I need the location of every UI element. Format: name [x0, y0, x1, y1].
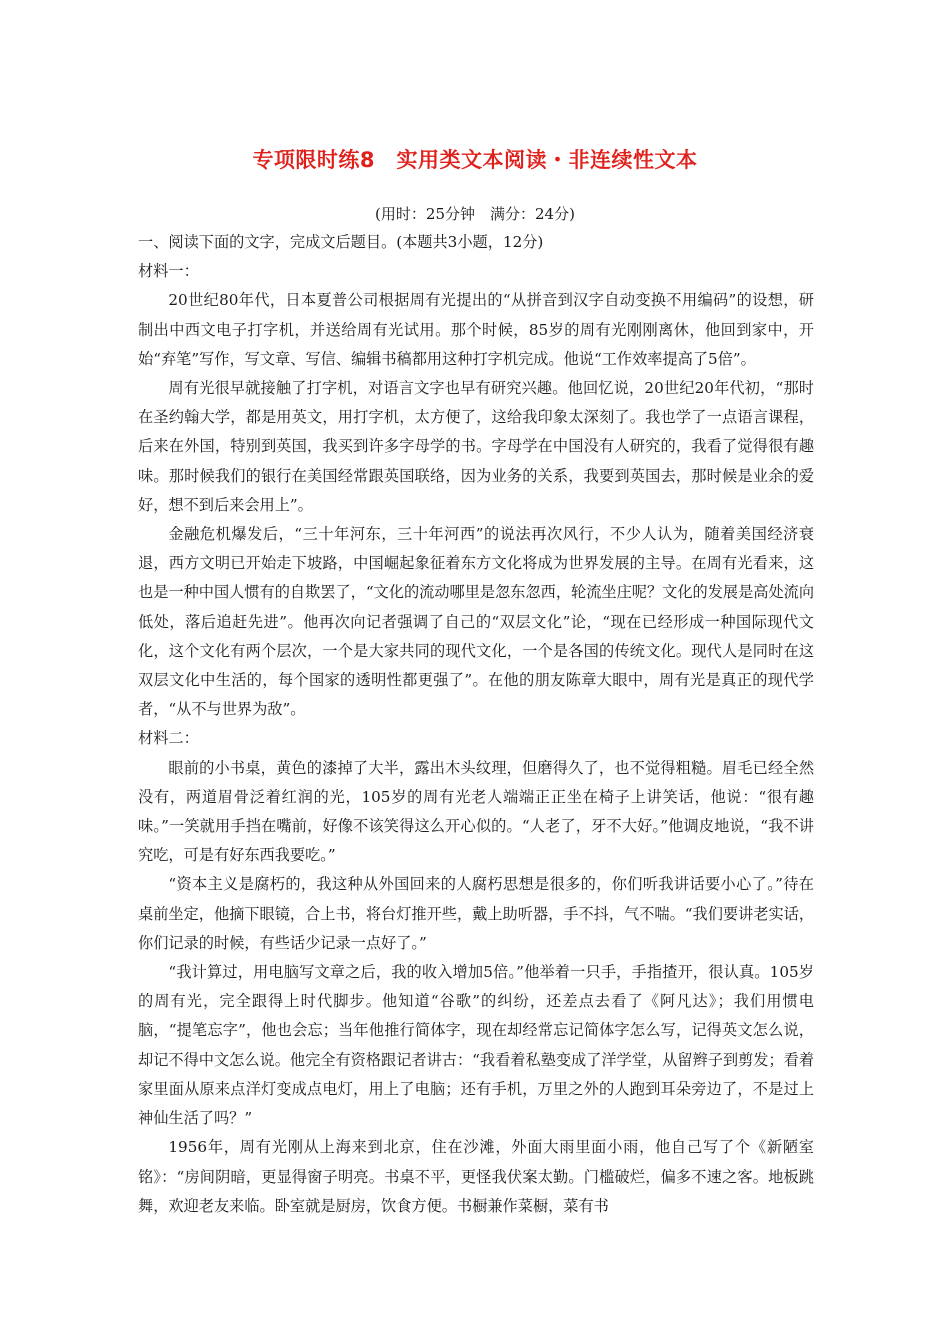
paragraph: 眼前的小书桌，黄色的漆掉了大半，露出木头纹理，但磨得久了，也不觉得粗糙。眉毛已经全然没有，两道眉骨泛着红润的光，105岁的周有光老人端端正正坐在椅子上讲笑话，他说：“很有趣味。”一笑就用手挡在嘴前，好像不该笑得这么开心似的。“人老了，牙不大好。”他调皮地说，“我不讲究吃，可是有好东西我要吃。” — [138, 758, 814, 865]
material-label: 材料一： — [138, 262, 199, 281]
paragraph: 20世纪80年代，日本夏普公司根据周有光提出的“从拼音到汉字自动变换不用编码”的设想，研制出中西文电子打字机，并送给周有光试用。那个时候，85岁的周有光刚刚离休，他回到家中，开始“弃笔”写作，写文章、写信、编辑书稿都用这种打字机完成。他说“工作效率提高了5倍”。 — [138, 291, 814, 368]
time-and-score: (用时：25分钟 满分：24分) — [375, 205, 575, 223]
paragraph: “我计算过，用电脑写文章之后，我的收入增加5倍。”他举着一只手，手指揸开，很认真。105岁的周有光，完全跟得上时代脚步。他知道“谷歌”的纠纷，还差点去看了《阿凡达》；我们用惯电脑，“提笔忘字”，他也会忘；当年他推行简体字，现在却经常忘记简体字怎么写，记得英文怎么说，却记不得中文怎么说。他完全有资格跟记者讲古：“我看着私塾变成了洋学堂，从留辫子到剪发；看着家里面从原来点洋灯变成点电灯，用上了电脑；还有手机，万里之外的人跑到耳朵旁边了，不是过上神仙生活了吗？” — [138, 963, 815, 1128]
paragraph: 1956年，周有光刚从上海来到北京，住在沙滩，外面大雨里面小雨，他自己写了个《新陋室铭》：“房间阴暗，更显得窗子明亮。书桌不平，更怪我伏案太勤。门槛破烂，偏多不速之客。地板跳舞，欢迎老友来临。卧室就是厨房，饮食方便。书橱兼作菜橱，菜有书 — [138, 1138, 814, 1215]
section-heading: 一、阅读下面的文字，完成文后题目。(本题共3小题，12分) — [138, 233, 544, 251]
page-title: 专项限时练8 实用类文本阅读・非连续性文本 — [252, 148, 698, 172]
document-body — [138, 228, 814, 1221]
paragraph: 周有光很早就接触了打字机，对语言文字也早有研究兴趣。他回忆说，20世纪20年代初，“那时在圣约翰大学，都是用英文，用打字机，太方便了，这给我印象太深刻了。我也学了一点语言课程，后来在外国，特别到英国，我买到许多字母学的书。字母学在中国没有人研究的，我看了觉得很有趣味。那时候我们的银行在美国经常跟英国联络，因为业务的关系，我要到英国去，那时候是业余的爱好，想不到后来会用上”。 — [138, 379, 814, 514]
paragraph: “资本主义是腐朽的，我这种从外国回来的人腐朽思想是很多的，你们听我讲话要小心了。”待在桌前坐定，他摘下眼镜，合上书，将台灯推开些，戴上助听器，手不抖，气不喘。“我们要讲老实话，你们记录的时候，有些话少记录一点好了。” — [138, 875, 815, 952]
material-label: 材料二： — [138, 729, 199, 748]
paragraph: 金融危机爆发后，“三十年河东，三十年河西”的说法再次风行，不少人认为，随着美国经济衰退，西方文明已开始走下坡路，中国崛起象征着东方文化将成为世界发展的主导。在周有光看来，这也是一种中国人惯有的自欺罢了，“文化的流动哪里是忽东忽西，轮流坐庄呢？文化的发展是高处流向低处，落后追赶先进”。他再次向记者强调了自己的“双层文化”论，“现在已经形成一种国际现代文化，这个文化有两个层次，一个是大家共同的现代文化，一个是各国的传统文化。现代人是同时在这双层文化中生活的，每个国家的透明性都更强了”。在他的朋友陈章大眼中，周有光是真正的现代学者，“从不与世界为敌”。 — [138, 525, 815, 719]
